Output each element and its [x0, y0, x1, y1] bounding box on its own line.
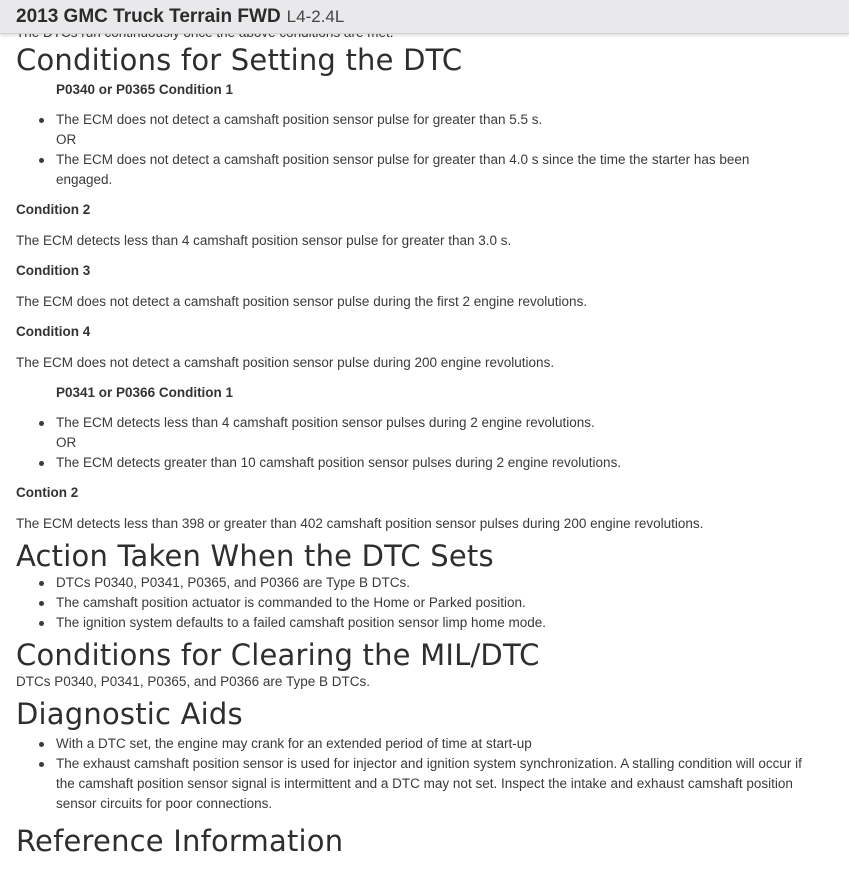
or-label: OR [56, 435, 77, 450]
condition-4-heading: Condition 4 [16, 324, 91, 339]
section-title-setting: Conditions for Setting the DTC [16, 43, 463, 77]
condition-4-text: The ECM does not detect a camshaft position sensor pulse during 200 engine revolutions. [16, 355, 555, 370]
page-header [0, 0, 849, 34]
p0341-condition-list [16, 413, 806, 473]
list-item: With a DTC set, the engine may crank for an extended period of time at start-up [56, 734, 806, 754]
section-title-reference: Reference Information [16, 824, 344, 858]
condition-3-heading: Condition 3 [16, 263, 91, 278]
list-item: The camshaft position actuator is commanded to the Home or Parked position. [56, 593, 806, 613]
contion-2-heading: Contion 2 [16, 485, 79, 500]
p0340-condition-heading: P0340 or P0365 Condition 1 [56, 82, 234, 97]
p0341-condition-heading: P0341 or P0366 Condition 1 [56, 385, 234, 400]
list-item: DTCs P0340, P0341, P0365, and P0366 are Type B DTCs. [56, 573, 806, 593]
or-label: OR [56, 132, 77, 147]
condition-2-heading: Condition 2 [16, 202, 91, 217]
condition-3-text: The ECM does not detect a camshaft position sensor pulse during the first 2 engine revolutions. [16, 294, 588, 309]
list-item: The exhaust camshaft position sensor is used for injector and ignition system synchronization. A stalling condition will occur if the camshaft position sensor signal is intermittent and a DTC may not set. Inspect the intake and exhaust camshaft position sensor circuits for poor connections. [56, 754, 806, 814]
document-content [16, 23, 806, 858]
condition-2-text: The ECM detects less than 4 camshaft position sensor pulse for greater than 3.0 s. [16, 233, 512, 248]
list-item: The ECM does not detect a camshaft position sensor pulse for greater than 5.5 s. OR [56, 110, 806, 150]
action-list [16, 573, 806, 633]
diagnostic-list [16, 734, 806, 814]
contion-2-text: The ECM detects less than 398 or greater than 402 camshaft position sensor pulses during 200 engine revolutions. [16, 516, 704, 531]
section-title-diagnostic: Diagnostic Aids [16, 697, 243, 731]
section-title-clearing: Conditions for Clearing the MIL/DTC [16, 638, 540, 672]
list-item: The ECM detects less than 4 camshaft position sensor pulses during 2 engine revolutions. OR [56, 413, 806, 453]
list-item: The ECM does not detect a camshaft position sensor pulse for greater than 4.0 s since the time the starter has been engaged. [56, 150, 806, 190]
list-item: The ECM detects greater than 10 camshaft position sensor pulses during 2 engine revolutions. [56, 453, 806, 473]
section-title-action: Action Taken When the DTC Sets [16, 539, 494, 573]
vehicle-title: 2013 GMC Truck Terrain FWD [16, 5, 281, 27]
clearing-text: DTCs P0340, P0341, P0365, and P0366 are Type B DTCs. [16, 674, 370, 689]
list-item: The ignition system defaults to a failed camshaft position sensor limp home mode. [56, 613, 806, 633]
p0340-condition-list [16, 110, 806, 190]
engine-label: L4-2.4L [286, 6, 345, 26]
